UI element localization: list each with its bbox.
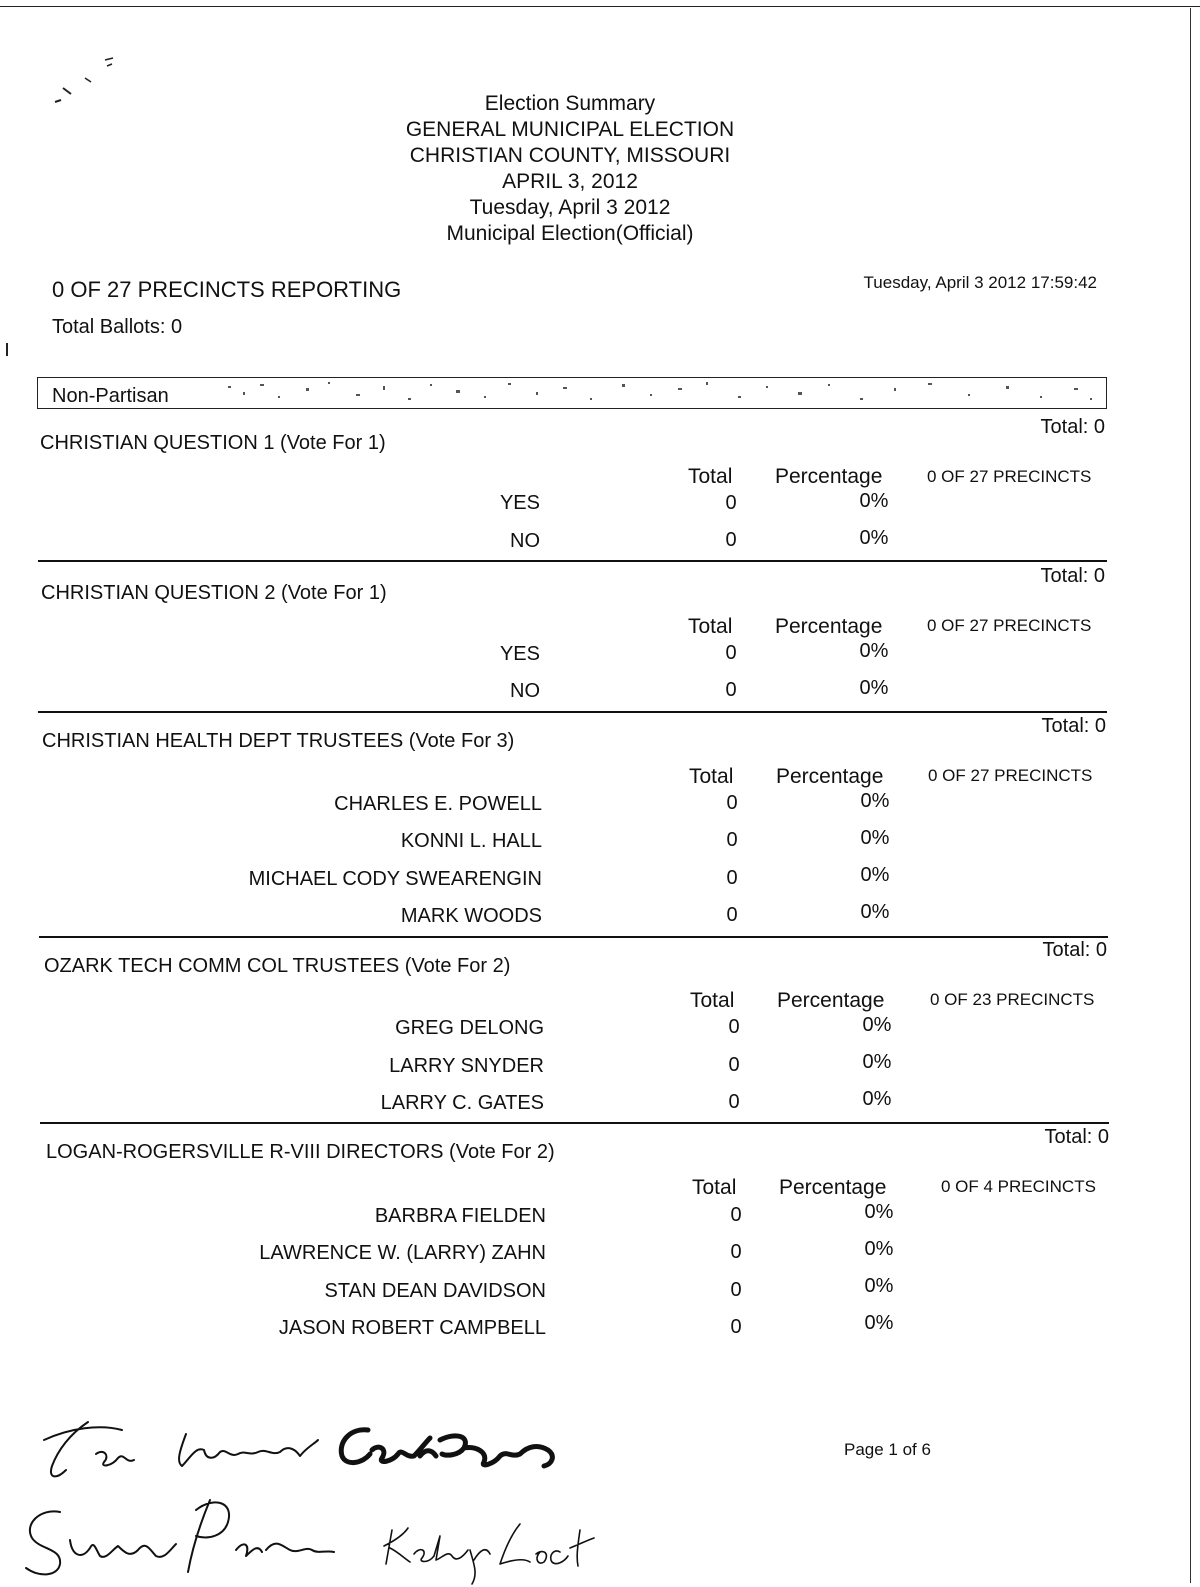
col-total-header: Total: [688, 465, 733, 488]
total-ballots: Total Ballots: 0: [52, 316, 183, 338]
race-title: CHRISTIAN QUESTION 2 (Vote For 1): [41, 582, 387, 604]
page-top-border: [0, 6, 1200, 7]
candidate-name: CHARLES E. POWELL: [334, 793, 542, 815]
signature-kelsey-lock: [384, 1524, 594, 1584]
candidate-name: STAN DEAN DAVIDSON: [324, 1280, 546, 1302]
scan-specks: [45, 50, 125, 120]
precincts-reporting: 0 OF 27 PRECINCTS REPORTING: [52, 277, 402, 302]
race-total: Total: 0: [1044, 1126, 1109, 1148]
candidate-total: 0: [725, 679, 737, 701]
race-separator: [40, 1122, 1109, 1124]
race-title: CHRISTIAN HEALTH DEPT TRUSTEES (Vote For 3): [42, 730, 515, 752]
candidate-percentage: 0%: [864, 1238, 894, 1260]
col-total-header: Total: [689, 765, 734, 788]
candidate-total: 0: [728, 1054, 740, 1076]
scan-mark: [6, 343, 8, 356]
col-percentage-header: Percentage: [775, 465, 883, 488]
candidate-percentage: 0%: [862, 1088, 892, 1110]
section-band: [37, 377, 1107, 409]
candidate-percentage: 0%: [860, 864, 890, 886]
candidate-name: MICHAEL CODY SWEARENGIN: [248, 868, 542, 890]
candidate-percentage: 0%: [862, 1051, 892, 1073]
race-precincts: 0 OF 27 PRECINCTS: [927, 616, 1092, 635]
race-precincts: 0 OF 4 PRECINCTS: [941, 1177, 1096, 1196]
candidate-name: KONNI L. HALL: [400, 830, 542, 852]
race-separator: [38, 711, 1107, 713]
race-total: Total: 0: [1042, 939, 1107, 961]
candidate-percentage: 0%: [860, 790, 890, 812]
col-total-header: Total: [690, 989, 735, 1012]
candidate-total: 0: [726, 867, 738, 889]
candidate-name: YES: [499, 643, 540, 665]
race-precincts: 0 OF 27 PRECINCTS: [927, 467, 1092, 486]
candidate-percentage: 0%: [862, 1014, 892, 1036]
col-total-header: Total: [688, 615, 733, 638]
race-total: Total: 0: [1040, 565, 1105, 587]
candidate-name: JASON ROBERT CAMPBELL: [278, 1317, 546, 1339]
col-percentage-header: Percentage: [779, 1176, 887, 1199]
report-title: Election Summary: [484, 92, 656, 115]
race-precincts: 0 OF 23 PRECINCTS: [930, 990, 1095, 1009]
page-right-border: [1190, 8, 1191, 1583]
candidate-total: 0: [726, 792, 738, 814]
candidate-percentage: 0%: [860, 827, 890, 849]
election-type: Municipal Election(Official): [446, 222, 694, 245]
candidate-percentage: 0%: [859, 640, 889, 662]
band-noise: [38, 378, 1106, 408]
race-separator: [38, 560, 1107, 562]
candidate-total: 0: [726, 829, 738, 851]
candidate-percentage: 0%: [864, 1201, 894, 1223]
county-name: CHRISTIAN COUNTY, MISSOURI: [409, 144, 731, 167]
candidate-name: LAWRENCE W. (LARRY) ZAHN: [259, 1242, 546, 1264]
candidate-total: 0: [725, 642, 737, 664]
race-title: CHRISTIAN QUESTION 1 (Vote For 1): [40, 432, 386, 454]
race-title: LOGAN-ROGERSVILLE R-VIII DIRECTORS (Vote For 2): [46, 1141, 555, 1163]
candidate-total: 0: [730, 1204, 742, 1226]
candidate-percentage: 0%: [864, 1275, 894, 1297]
col-percentage-header: Percentage: [777, 989, 885, 1012]
candidate-name: BARBRA FIELDEN: [374, 1205, 546, 1227]
col-total-header: Total: [692, 1176, 737, 1199]
election-name: GENERAL MUNICIPAL ELECTION: [405, 118, 735, 141]
candidate-name: NO: [510, 680, 540, 702]
col-percentage-header: Percentage: [775, 615, 883, 638]
col-percentage-header: Percentage: [776, 765, 884, 788]
candidate-total: 0: [728, 1091, 740, 1113]
section-label: Non-Partisan: [52, 385, 169, 407]
report-datetime: Tuesday, April 3 2012 17:59:42: [863, 273, 1097, 292]
candidate-name: YES: [499, 492, 540, 514]
candidate-percentage: 0%: [860, 901, 890, 923]
candidate-percentage: 0%: [859, 490, 889, 512]
candidate-name: GREG DELONG: [395, 1017, 544, 1039]
candidate-name: LARRY C. GATES: [380, 1092, 544, 1114]
candidate-percentage: 0%: [864, 1312, 894, 1334]
race-precincts: 0 OF 27 PRECINCTS: [928, 766, 1093, 785]
candidate-name: LARRY SNYDER: [389, 1055, 544, 1077]
candidate-total: 0: [728, 1016, 740, 1038]
candidate-total: 0: [726, 904, 738, 926]
race-title: OZARK TECH COMM COL TRUSTEES (Vote For 2): [44, 955, 511, 977]
race-total: Total: 0: [1041, 715, 1106, 737]
candidate-total: 0: [730, 1241, 742, 1263]
election-date: APRIL 3, 2012: [502, 170, 638, 193]
candidate-percentage: 0%: [859, 527, 889, 549]
candidate-name: MARK WOODS: [400, 905, 542, 927]
signature-susan-pattee: [26, 1500, 334, 1574]
candidate-total: 0: [730, 1316, 742, 1338]
signature-carla-evans: [341, 1430, 552, 1466]
page-number: Page 1 of 6: [844, 1440, 931, 1459]
candidate-total: 0: [725, 529, 737, 551]
candidate-total: 0: [730, 1279, 742, 1301]
candidate-name: NO: [510, 530, 540, 552]
election-day: Tuesday, April 3 2012: [469, 196, 671, 219]
signatures: [0, 1400, 640, 1587]
candidate-percentage: 0%: [859, 677, 889, 699]
candidate-total: 0: [725, 492, 737, 514]
signature-lisa-russell: [44, 1422, 318, 1476]
race-separator: [39, 936, 1108, 938]
race-total: Total: 0: [1040, 416, 1105, 438]
